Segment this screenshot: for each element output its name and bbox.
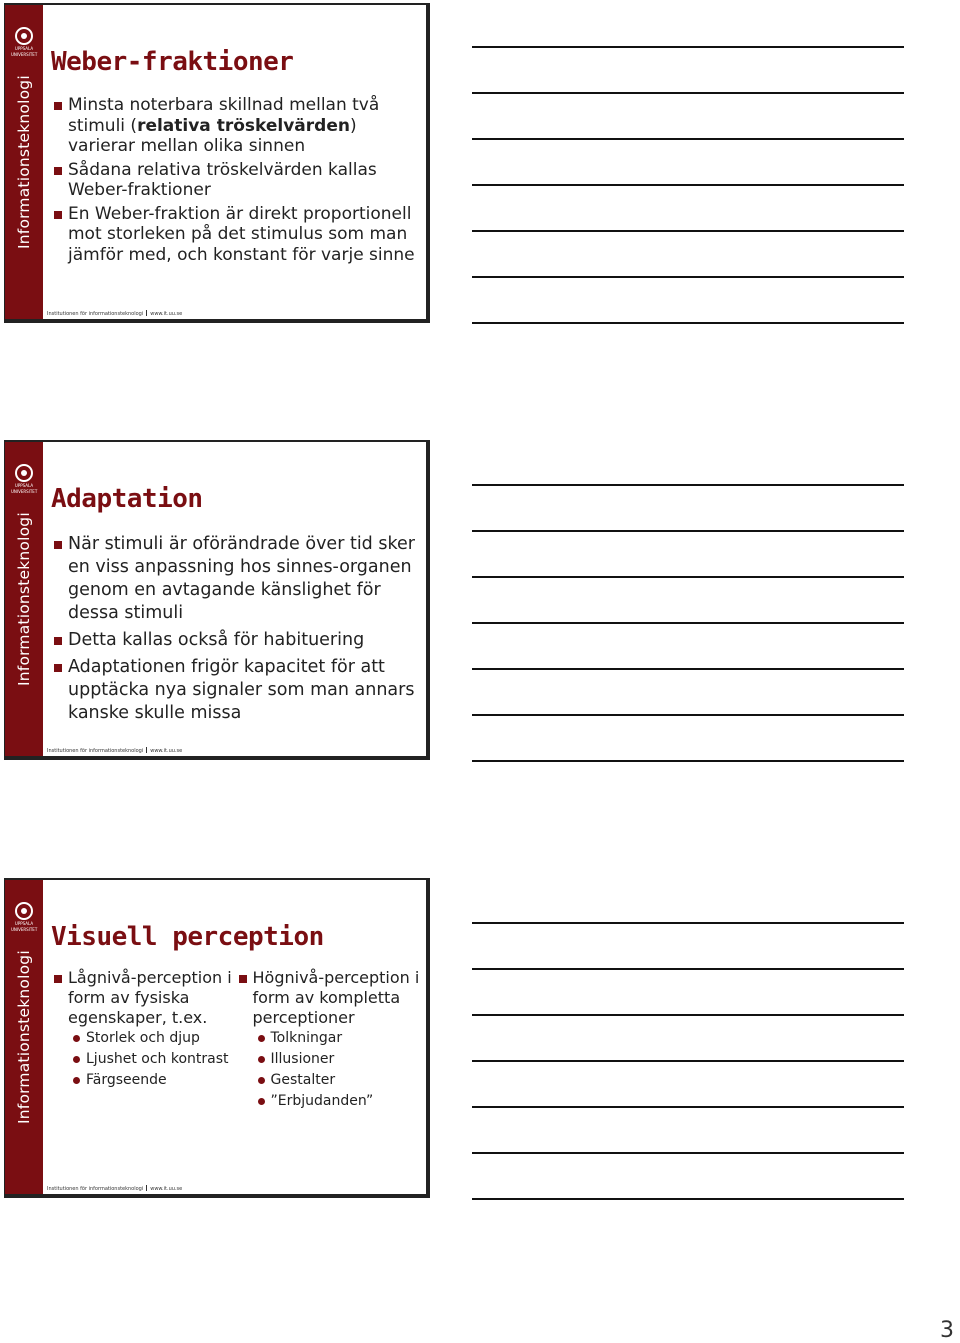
footer-url: www.it.uu.se: [150, 1186, 183, 1192]
note-line: [472, 968, 904, 970]
note-line: [472, 138, 904, 140]
slide-sidebar: [5, 880, 43, 1194]
bullet-text: Minsta noterbara skillnad mellan två stimuli (: [68, 95, 380, 136]
note-line: [472, 530, 904, 532]
note-line: [472, 760, 904, 762]
note-line: [472, 1014, 904, 1016]
note-line: [472, 1106, 904, 1108]
sub-bullet-item: Gestalter: [253, 1072, 423, 1089]
footer-institution: Institutionen för informationsteknologi: [47, 311, 144, 317]
logo-line1: UPPSALA: [14, 46, 34, 51]
sub-bullet-item: Illusioner: [253, 1051, 423, 1068]
note-line: [472, 714, 904, 716]
bullet-text: ) varierar mellan olika sinnen: [68, 115, 357, 156]
bullet-item: Sådana relativa tröskelvärden kallas Weber-fraktioner: [53, 160, 418, 201]
logo-line1: UPPSALA: [14, 921, 34, 926]
logo-line2: UNIVERSITET: [11, 489, 38, 494]
page-number: 3: [940, 1318, 954, 1343]
note-line: [472, 668, 904, 670]
slide-footer: [47, 1185, 182, 1192]
sub-bullet-item: Storlek och djup: [68, 1030, 238, 1047]
column-left: [53, 968, 238, 1114]
sidebar-label: Informationsteknologi: [15, 512, 33, 686]
slide-visuell-perception: [4, 878, 430, 1198]
slide-footer: [47, 747, 182, 754]
bullet-text: Högnivå-perception i form av kompletta perceptioner: [252, 968, 420, 1027]
sub-bullet-item: Ljushet och kontrast: [68, 1051, 238, 1068]
sub-bullet-item: Tolkningar: [253, 1030, 423, 1047]
bullet-item: Detta kallas också för habituering: [53, 629, 418, 652]
note-line: [472, 622, 904, 624]
bullet-item: [238, 968, 423, 1110]
logo-line2: UNIVERSITET: [11, 927, 38, 932]
note-line: [472, 484, 904, 486]
note-line: [472, 576, 904, 578]
bullet-item: [53, 95, 418, 157]
sidebar-label: Informationsteknologi: [15, 75, 33, 249]
bullet-item: En Weber-fraktion är direkt proportionell mot storleken på det stimulus som man jämför med, och konstant för varje sinne: [53, 204, 418, 266]
bullet-item: [53, 968, 238, 1089]
footer-institution: Institutionen för informationsteknologi: [47, 1186, 144, 1192]
note-line: [472, 1152, 904, 1154]
note-line: [472, 1060, 904, 1062]
bullet-text: Lågnivå-perception i form av fysiska egenskaper, t.ex.: [68, 968, 232, 1027]
slide-footer: [47, 310, 182, 317]
sidebar-label: Informationsteknologi: [15, 950, 33, 1124]
footer-url: www.it.uu.se: [150, 748, 183, 754]
note-line: [472, 276, 904, 278]
bullet-item: Adaptationen frigör kapacitet för att upptäcka nya signaler som man annars kanske skulle missa: [53, 656, 418, 725]
slide-sidebar: [5, 442, 43, 756]
slide-adaptation: [4, 440, 430, 760]
note-line: [472, 1198, 904, 1200]
two-column-content: [53, 968, 422, 1114]
note-line: [472, 92, 904, 94]
bullet-item: När stimuli är oförändrade över tid sker en viss anpassning hos sinnes-organen genom en avtagande känslighet för dessa stimuli: [53, 533, 418, 625]
footer-url: www.it.uu.se: [150, 311, 183, 317]
note-line: [472, 230, 904, 232]
bullet-bold-text: relativa tröskelvärden: [137, 115, 350, 136]
slide-content: [53, 95, 418, 268]
sub-bullet-item: Färgseende: [68, 1072, 238, 1089]
note-line: [472, 46, 904, 48]
slide-title: Weber-fraktioner: [51, 47, 294, 77]
slide-weber-fraktioner: [4, 3, 430, 323]
logo-line2: UNIVERSITET: [11, 52, 38, 57]
slide-content: [53, 533, 418, 729]
footer-institution: Institutionen för informationsteknologi: [47, 748, 144, 754]
slide-title: Adaptation: [51, 484, 203, 514]
note-line: [472, 184, 904, 186]
note-line: [472, 322, 904, 324]
note-line: [472, 922, 904, 924]
sub-bullet-item: ”Erbjudanden”: [253, 1093, 423, 1110]
column-right: [238, 968, 423, 1114]
slide-sidebar: [5, 5, 43, 319]
logo-line1: UPPSALA: [14, 483, 34, 488]
slide-title: Visuell perception: [51, 922, 324, 952]
